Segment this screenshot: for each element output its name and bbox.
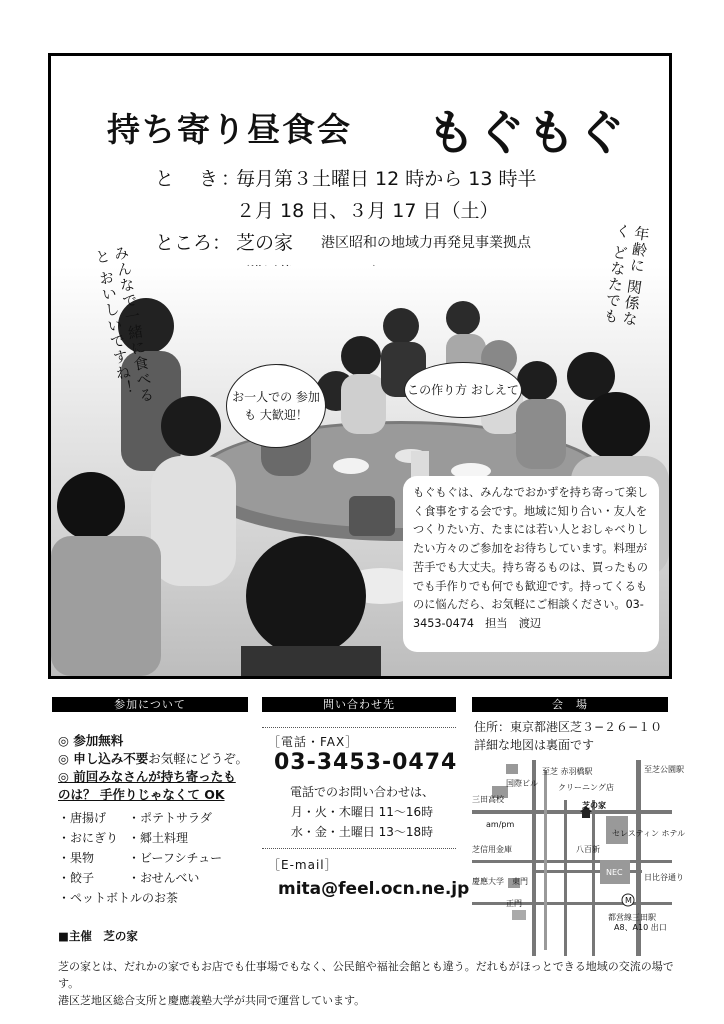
map-label: セレスティン ホテル bbox=[612, 829, 686, 838]
list-item bbox=[58, 848, 258, 868]
description-box: もぐもぐは、みんなでおかずを持ち寄って楽しく食事をする会です。地域に知り合い・友人をつくりたい方、たまには若い人とおしゃべりしたい方々のご参加をお待ちしています。料理が苦手でも大丈夫。持ち寄るものは、買ったものでも手作りでも何でも歓迎です。持ってくるものに悩んだら、お気軽にご相談ください。03-3453-0474 担当 渡辺 bbox=[403, 476, 659, 652]
food-item: ・果物 bbox=[58, 851, 95, 865]
divider bbox=[262, 727, 456, 728]
map-label: A8、A10 出口 bbox=[614, 923, 667, 932]
title-sub: もぐもぐ bbox=[427, 105, 628, 161]
map-label: 日比谷通り bbox=[644, 873, 684, 882]
email-address: mita@feel.ocn.ne.jp bbox=[278, 879, 470, 899]
last-time-line-1: ◎ 前回みなさんが持ち寄ったも bbox=[58, 769, 236, 784]
metro-icon: M bbox=[625, 896, 632, 905]
map-label: am/pm bbox=[486, 820, 515, 829]
list-item bbox=[58, 868, 258, 888]
contact-header: 問い合わせ先 bbox=[262, 697, 456, 712]
food-item: ・おにぎり bbox=[58, 831, 119, 845]
where-label: ところ： bbox=[155, 232, 232, 254]
map-label: 至芝公園駅 bbox=[644, 765, 684, 774]
venue-header: 会 場 bbox=[472, 697, 668, 712]
food-item: ・おせんべい bbox=[128, 871, 200, 885]
hours-line: 水・金・土曜日 13～18時 bbox=[290, 825, 434, 839]
map-label: 至芝 赤羽橋駅 bbox=[542, 767, 593, 776]
phone-number: 03-3453-0474 bbox=[274, 750, 458, 775]
map-note: 詳細な地図は裏面です bbox=[474, 738, 595, 752]
map-label: 八百新 bbox=[576, 845, 600, 854]
list-item bbox=[58, 828, 258, 848]
divider bbox=[262, 848, 456, 849]
list-item bbox=[58, 808, 258, 828]
last-time-line-2: のは？ 手作りじゃなくて OK bbox=[58, 787, 225, 802]
food-item: ・餃子 bbox=[58, 871, 95, 885]
map-label: 正門 bbox=[506, 899, 522, 908]
map-label: クリーニング店 bbox=[558, 783, 614, 792]
map-label: 三田高校 bbox=[472, 795, 504, 804]
free-item: ◎ 参加無料 bbox=[58, 733, 124, 748]
map-label: 都営線三田駅 bbox=[608, 913, 656, 922]
footer-line: 港区芝地区総合支所と慶應義塾大学が共同で運営しています。 bbox=[58, 994, 366, 1007]
footer-line: 芝の家とは、だれかの家でもお店でも仕事場でもなく、公民館や福祉会館とも違う。だれもがほっとできる地域の交流の場です。 bbox=[58, 960, 674, 990]
map-label: 芝信用金庫 bbox=[472, 845, 512, 854]
poster-title bbox=[107, 94, 628, 161]
no-apply-item bbox=[58, 750, 258, 768]
food-list bbox=[58, 808, 258, 908]
map-label: NEC bbox=[606, 868, 623, 877]
where-desc: 港区昭和の地域力再発見事業拠点 bbox=[321, 235, 531, 251]
no-apply-rest: お気軽にどうぞ。 bbox=[148, 751, 249, 766]
food-item: ・ビーフシチュー bbox=[128, 851, 223, 865]
access-map bbox=[472, 760, 686, 956]
food-item: ・郷土料理 bbox=[128, 831, 189, 845]
food-item: ・ペットボトルのお茶 bbox=[58, 891, 179, 905]
footer-text bbox=[58, 958, 678, 1009]
note-left: みんなで一緒に食べると おいしいですね！ bbox=[92, 244, 157, 405]
dates-text: ２月 18 日、３月 17 日（土） bbox=[236, 200, 499, 222]
address-line: 住所：東京都港区芝３−２６−１０ bbox=[474, 720, 663, 734]
contact-hours bbox=[262, 782, 462, 842]
title-main: 持ち寄り昼食会 bbox=[107, 110, 352, 149]
organizer: ■主催 芝の家 bbox=[58, 929, 138, 943]
mail-label: ［E-mail］ bbox=[268, 858, 338, 872]
food-item: ・唐揚げ bbox=[58, 811, 107, 825]
speech-bubble-welcome: お一人での 参加も 大歓迎！ bbox=[226, 364, 326, 448]
hours-line: 電話でのお問い合わせは、 bbox=[289, 785, 434, 799]
map-label: 慶應大学 東門 bbox=[472, 877, 528, 886]
no-apply-bold: ◎ 申し込み不要 bbox=[58, 751, 149, 766]
poster-frame bbox=[48, 53, 672, 679]
food-item: ・ポテトサラダ bbox=[128, 811, 212, 825]
map-label: 芝の家 bbox=[582, 801, 606, 810]
when-text: 毎月第３土曜日 12 時から 13 時半 bbox=[236, 168, 537, 190]
venue-address bbox=[474, 718, 662, 754]
map-label: 国際ビル bbox=[506, 779, 538, 788]
note-right: 年齢に 関係なく どなたでも bbox=[600, 222, 652, 328]
tel-label: ［電話・FAX］ bbox=[268, 735, 359, 749]
speech-bubble-recipe: この作り方 おしえて bbox=[404, 362, 522, 418]
where-name: 芝の家 bbox=[236, 232, 294, 254]
list-item bbox=[58, 888, 258, 908]
join-header: 参加について bbox=[52, 697, 248, 712]
join-info bbox=[58, 732, 258, 804]
when-label: と き： bbox=[155, 168, 244, 190]
hours-line: 月・火・木曜日 11～16時 bbox=[290, 805, 434, 819]
